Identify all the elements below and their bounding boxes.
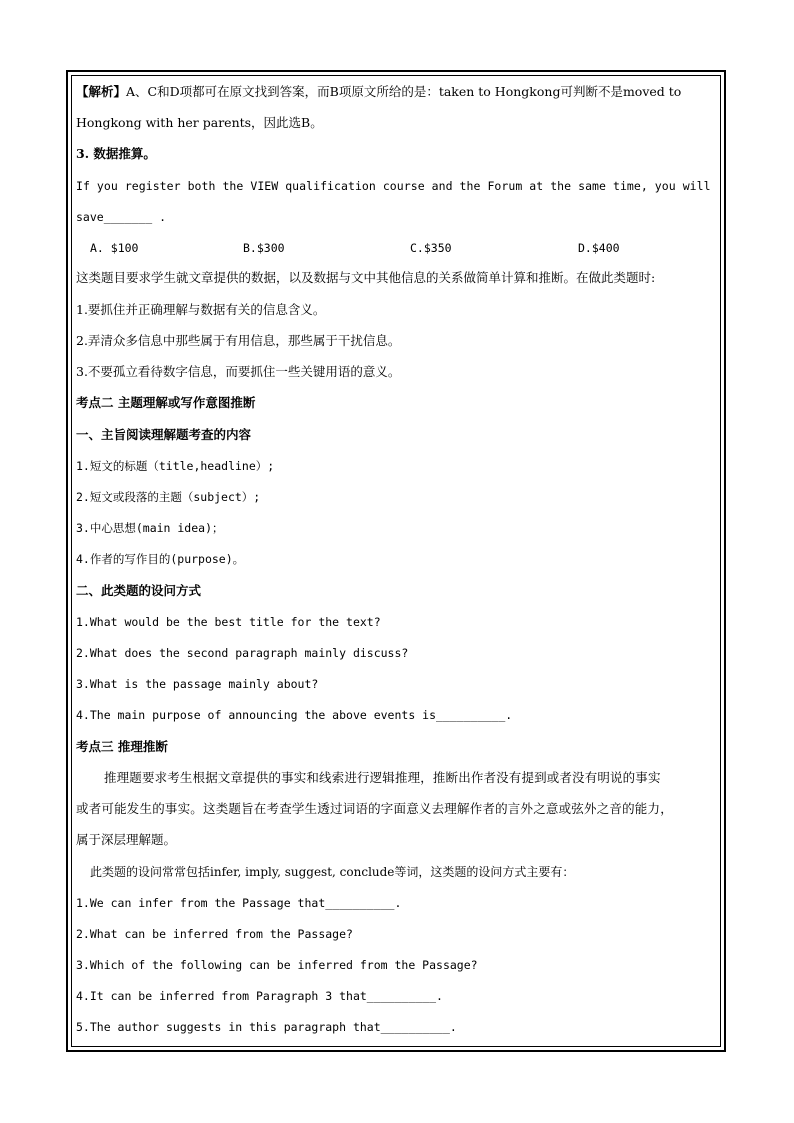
option-c: C.$350: [410, 241, 452, 255]
point2-item-4: 4.作者的写作目的(purpose)。: [76, 552, 245, 566]
point3-paragraph-line-1: 推理题要求考生根据文章提供的事实和线索进行逻辑推理，推断出作者没有提到或者没有明说的事实: [104, 770, 661, 785]
point2-item-2: 2.短文或段落的主题（subject）;: [76, 490, 261, 504]
point2-question-2: 2.What does the second paragraph mainly discuss?: [76, 646, 409, 660]
section3-heading: 3. 数据推算。: [76, 146, 156, 161]
point3-heading: 考点三 推理推断: [76, 739, 168, 754]
point3-question-4: 4.It can be inferred from Paragraph 3 that__________.: [76, 989, 443, 1003]
point3-question-3: 3.Which of the following can be inferred from the Passage?: [76, 958, 478, 972]
point2-item-3: 3.中心思想(main idea)；: [76, 521, 224, 535]
point3-question-2: 2.What can be inferred from the Passage?: [76, 927, 353, 941]
point3-question-1: 1.We can infer from the Passage that__________.: [76, 896, 402, 910]
point2-question-4: 4.The main purpose of announcing the above events is__________.: [76, 708, 513, 722]
section3-tip-3: 3.不要孤立看待数字信息，而要抓住一些关键用语的意义。: [76, 364, 401, 379]
point2-question-3: 3.What is the passage mainly about?: [76, 677, 319, 691]
option-a: A. $100: [90, 241, 139, 255]
point3-question-5: 5.The author suggests in this paragraph that__________.: [76, 1020, 457, 1034]
option-d: D.$400: [578, 241, 620, 255]
analysis-line-1: [76, 83, 681, 101]
option-b: B.$300: [243, 241, 285, 255]
point3-paragraph-line-3: 属于深层理解题。: [76, 832, 177, 847]
point2-subheading-2: 二、此类题的设问方式: [76, 583, 202, 598]
point3-paragraph-line-2: 或者可能发生的事实。这类题旨在考查学生透过词语的字面意义去理解作者的言外之意或弦外之音的能力，: [76, 801, 673, 816]
section3-description: 这类题目要求学生就文章提供的数据，以及数据与文中其他信息的关系做简单计算和推断。在做此类题时:: [76, 270, 656, 285]
point2-subheading-1: 一、主旨阅读理解题考查的内容: [76, 427, 252, 442]
analysis-tag: 【解析】: [76, 84, 127, 99]
point2-heading: 考点二 主题理解或写作意图推断: [76, 395, 256, 410]
point3-intro: 此类题的设问常常包括infer, imply, suggest, conclude等词，这类题的设问方式主要有：: [90, 865, 575, 879]
section3-tip-1: 1.要抓住并正确理解与数据有关的信息含义。: [76, 302, 326, 317]
section3-tip-2: 2.弄清众多信息中那些属于有用信息，那些属于干扰信息。: [76, 333, 401, 348]
analysis-text-1: A、C和D项都可在原文找到答案，而B项原文所给的是：taken to Hongkong可判断不是moved to: [126, 84, 682, 99]
section3-question-line-1: If you register both the VIEW qualification course and the Forum at the same time, you will: [76, 179, 711, 193]
point2-question-1: 1.What would be the best title for the text?: [76, 615, 381, 629]
section3-question-line-2: save_______ .: [76, 210, 167, 224]
analysis-line-2: Hongkong with her parents，因此选B。: [76, 115, 323, 130]
point2-item-1: 1.短文的标题（title,headline）;: [76, 459, 275, 473]
